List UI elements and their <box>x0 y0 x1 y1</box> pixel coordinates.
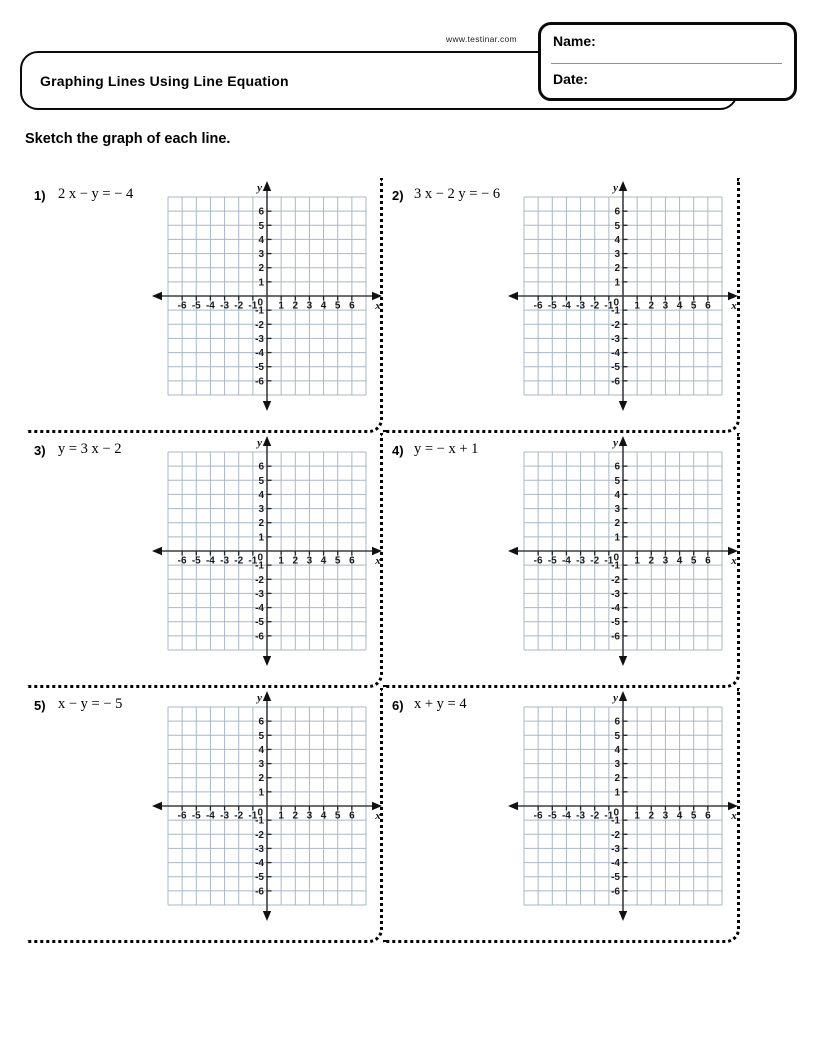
coordinate-grid <box>152 691 382 921</box>
graph-area <box>508 691 738 921</box>
svg-text:-6: -6 <box>255 376 264 388</box>
svg-text:3: 3 <box>662 300 669 312</box>
svg-text:6: 6 <box>614 716 620 728</box>
svg-text:-5: -5 <box>255 872 264 884</box>
svg-text:-5: -5 <box>547 810 557 822</box>
y-axis-label: y <box>257 437 262 449</box>
svg-text:5: 5 <box>258 475 264 487</box>
svg-text:-2: -2 <box>234 555 244 567</box>
problem-equation: x − y = − 5 <box>58 696 123 712</box>
x-axis-label: x <box>731 300 737 312</box>
y-axis-down-arrow-icon <box>263 911 271 921</box>
problem-cell <box>27 433 383 688</box>
origin-label: 0 <box>257 297 263 309</box>
svg-text:-3: -3 <box>255 588 264 600</box>
svg-text:-1: -1 <box>248 555 258 567</box>
svg-text:-4: -4 <box>611 603 620 615</box>
origin-label: 0 <box>257 552 263 564</box>
svg-text:-2: -2 <box>611 319 620 331</box>
svg-text:-6: -6 <box>255 886 264 898</box>
y-axis-up-arrow-icon <box>619 181 627 191</box>
svg-text:1: 1 <box>278 555 284 567</box>
svg-text:1: 1 <box>634 810 640 822</box>
problem-number: 3) <box>34 443 46 458</box>
svg-text:3: 3 <box>614 759 620 771</box>
svg-text:-3: -3 <box>576 555 586 567</box>
svg-text:6: 6 <box>705 555 711 567</box>
svg-text:-1: -1 <box>604 300 614 312</box>
svg-text:4: 4 <box>258 489 264 501</box>
y-axis-label: y <box>613 437 618 449</box>
axes <box>155 694 379 918</box>
x-axis-label: x <box>375 810 381 822</box>
origin-label: 0 <box>613 807 619 819</box>
svg-text:-1: -1 <box>248 300 258 312</box>
name-date-box <box>538 22 797 101</box>
website-url: www.testinar.com <box>446 34 517 44</box>
svg-text:-1: -1 <box>255 815 264 827</box>
svg-text:-3: -3 <box>611 588 620 600</box>
svg-text:2: 2 <box>292 555 299 567</box>
svg-text:-6: -6 <box>533 555 543 567</box>
svg-text:2: 2 <box>292 300 299 312</box>
y-axis-label: y <box>613 182 618 194</box>
svg-text:-2: -2 <box>255 319 264 331</box>
svg-text:-5: -5 <box>611 362 620 374</box>
svg-text:-3: -3 <box>576 300 586 312</box>
svg-text:1: 1 <box>614 277 620 289</box>
x-axis-label: x <box>375 300 381 312</box>
svg-text:-4: -4 <box>255 603 264 615</box>
svg-text:3: 3 <box>662 555 669 567</box>
svg-text:1: 1 <box>258 532 264 544</box>
graph-area <box>152 691 382 921</box>
svg-text:2: 2 <box>614 773 620 785</box>
x-axis-label: x <box>731 555 737 567</box>
origin-label: 0 <box>613 297 619 309</box>
y-axis-up-arrow-icon <box>619 436 627 446</box>
y-axis-up-arrow-icon <box>263 436 271 446</box>
x-axis-right-arrow-icon <box>372 802 382 810</box>
svg-text:-4: -4 <box>205 810 215 822</box>
svg-text:-1: -1 <box>255 305 264 317</box>
graph-area <box>152 436 382 666</box>
y-axis-label: y <box>613 692 618 704</box>
svg-text:-2: -2 <box>590 555 600 567</box>
problem-equation: 3 x − 2 y = − 6 <box>414 186 501 202</box>
coordinate-grid <box>508 436 738 666</box>
y-axis-label: y <box>257 692 262 704</box>
coordinate-grid <box>152 181 382 411</box>
svg-text:4: 4 <box>320 300 327 312</box>
svg-text:3: 3 <box>306 555 313 567</box>
problem-equation: x + y = 4 <box>414 696 467 712</box>
svg-text:5: 5 <box>690 810 697 822</box>
problem-equation: 2 x − y = − 4 <box>58 186 134 202</box>
svg-text:-1: -1 <box>604 555 614 567</box>
svg-text:2: 2 <box>292 810 299 822</box>
problem-sheet <box>27 178 740 943</box>
x-axis-left-arrow-icon <box>152 292 162 300</box>
svg-text:6: 6 <box>258 716 264 728</box>
svg-text:-3: -3 <box>220 555 230 567</box>
svg-text:-6: -6 <box>533 300 543 312</box>
svg-text:-5: -5 <box>611 872 620 884</box>
svg-text:-3: -3 <box>576 810 586 822</box>
svg-text:3: 3 <box>614 504 620 516</box>
svg-text:4: 4 <box>676 300 683 312</box>
svg-text:2: 2 <box>258 263 264 275</box>
svg-text:-4: -4 <box>205 300 215 312</box>
svg-text:-2: -2 <box>590 810 600 822</box>
svg-text:-5: -5 <box>547 300 557 312</box>
svg-text:3: 3 <box>306 300 313 312</box>
svg-text:2: 2 <box>648 810 655 822</box>
page-title: Graphing Lines Using Line Equation <box>40 72 289 89</box>
svg-text:-4: -4 <box>205 555 215 567</box>
svg-text:3: 3 <box>306 810 313 822</box>
problem-cell <box>383 688 740 943</box>
svg-text:-6: -6 <box>611 886 620 898</box>
svg-text:-1: -1 <box>255 560 264 572</box>
y-axis-down-arrow-icon <box>619 401 627 411</box>
axes <box>155 184 379 408</box>
svg-text:-6: -6 <box>177 555 187 567</box>
x-axis-left-arrow-icon <box>152 547 162 555</box>
svg-text:-1: -1 <box>604 810 614 822</box>
svg-text:-3: -3 <box>611 333 620 345</box>
problem-cell <box>27 688 383 943</box>
origin-label: 0 <box>257 807 263 819</box>
svg-text:-3: -3 <box>611 843 620 855</box>
svg-text:1: 1 <box>258 787 264 799</box>
svg-text:3: 3 <box>614 249 620 261</box>
svg-text:1: 1 <box>614 532 620 544</box>
y-axis-label: y <box>257 182 262 194</box>
svg-text:6: 6 <box>258 206 264 218</box>
svg-text:-6: -6 <box>611 631 620 643</box>
date-label: Date: <box>553 71 589 87</box>
instruction-text: Sketch the graph of each line. <box>25 131 231 147</box>
svg-text:1: 1 <box>614 787 620 799</box>
svg-text:5: 5 <box>258 220 264 232</box>
svg-text:2: 2 <box>258 518 264 530</box>
svg-text:5: 5 <box>690 555 697 567</box>
svg-text:-4: -4 <box>611 348 620 360</box>
svg-text:-1: -1 <box>611 815 620 827</box>
origin-label: 0 <box>613 552 619 564</box>
svg-text:6: 6 <box>614 206 620 218</box>
svg-text:-5: -5 <box>255 617 264 629</box>
x-axis-left-arrow-icon <box>508 802 518 810</box>
svg-text:5: 5 <box>690 300 697 312</box>
svg-text:-4: -4 <box>561 810 571 822</box>
svg-text:-3: -3 <box>255 333 264 345</box>
svg-text:-5: -5 <box>191 300 201 312</box>
graph-area <box>508 181 738 411</box>
x-axis-left-arrow-icon <box>152 802 162 810</box>
problem-equation: y = − x + 1 <box>414 441 479 457</box>
svg-text:-6: -6 <box>611 376 620 388</box>
svg-text:-4: -4 <box>561 555 571 567</box>
x-axis-right-arrow-icon <box>372 292 382 300</box>
svg-text:4: 4 <box>614 489 620 501</box>
x-axis-right-arrow-icon <box>728 547 738 555</box>
y-axis-up-arrow-icon <box>619 691 627 701</box>
x-axis-right-arrow-icon <box>728 292 738 300</box>
svg-text:-3: -3 <box>255 843 264 855</box>
svg-text:-2: -2 <box>255 829 264 841</box>
svg-text:5: 5 <box>614 220 620 232</box>
svg-text:-5: -5 <box>611 617 620 629</box>
svg-text:1: 1 <box>634 300 640 312</box>
svg-text:-2: -2 <box>611 574 620 586</box>
svg-text:1: 1 <box>634 555 640 567</box>
svg-text:6: 6 <box>705 810 711 822</box>
svg-text:5: 5 <box>334 810 341 822</box>
svg-text:2: 2 <box>648 555 655 567</box>
svg-text:-3: -3 <box>220 300 230 312</box>
axes <box>511 184 735 408</box>
problem-number: 4) <box>392 443 404 458</box>
axes <box>155 439 379 663</box>
svg-text:-2: -2 <box>234 810 244 822</box>
svg-text:4: 4 <box>676 555 683 567</box>
y-axis-down-arrow-icon <box>619 656 627 666</box>
svg-text:-6: -6 <box>177 300 187 312</box>
svg-text:5: 5 <box>614 475 620 487</box>
problem-cell <box>27 178 383 433</box>
svg-text:6: 6 <box>705 300 711 312</box>
svg-text:-2: -2 <box>590 300 600 312</box>
svg-text:5: 5 <box>334 300 341 312</box>
svg-text:-1: -1 <box>611 560 620 572</box>
svg-text:5: 5 <box>614 730 620 742</box>
svg-text:2: 2 <box>614 263 620 275</box>
svg-text:6: 6 <box>349 810 355 822</box>
svg-text:3: 3 <box>662 810 669 822</box>
svg-text:1: 1 <box>258 277 264 289</box>
svg-text:-5: -5 <box>547 555 557 567</box>
problem-number: 1) <box>34 188 46 203</box>
svg-text:-5: -5 <box>191 810 201 822</box>
svg-text:4: 4 <box>320 810 327 822</box>
svg-text:-1: -1 <box>248 810 258 822</box>
problem-number: 5) <box>34 698 46 713</box>
x-axis-label: x <box>731 810 737 822</box>
x-axis-left-arrow-icon <box>508 292 518 300</box>
problem-equation: y = 3 x − 2 <box>58 441 122 457</box>
svg-text:3: 3 <box>258 249 264 261</box>
svg-text:-3: -3 <box>220 810 230 822</box>
axes <box>511 439 735 663</box>
svg-text:-1: -1 <box>611 305 620 317</box>
svg-text:-4: -4 <box>255 348 264 360</box>
coordinate-grid <box>508 691 738 921</box>
svg-text:-6: -6 <box>177 810 187 822</box>
problem-number: 2) <box>392 188 404 203</box>
x-axis-right-arrow-icon <box>728 802 738 810</box>
graph-area <box>152 181 382 411</box>
problem-number: 6) <box>392 698 404 713</box>
svg-text:4: 4 <box>320 555 327 567</box>
coordinate-grid <box>152 436 382 666</box>
svg-text:3: 3 <box>258 504 264 516</box>
svg-text:-2: -2 <box>611 829 620 841</box>
graph-area <box>508 436 738 666</box>
svg-text:1: 1 <box>278 300 284 312</box>
x-axis-label: x <box>375 555 381 567</box>
svg-text:4: 4 <box>258 234 264 246</box>
svg-text:-2: -2 <box>234 300 244 312</box>
y-axis-down-arrow-icon <box>263 401 271 411</box>
svg-text:6: 6 <box>349 300 355 312</box>
name-label: Name: <box>553 33 596 49</box>
coordinate-grid <box>508 181 738 411</box>
svg-text:-5: -5 <box>191 555 201 567</box>
problem-cell <box>383 178 740 433</box>
svg-text:2: 2 <box>614 518 620 530</box>
svg-text:4: 4 <box>258 744 264 756</box>
axes <box>511 694 735 918</box>
y-axis-up-arrow-icon <box>263 181 271 191</box>
x-axis-left-arrow-icon <box>508 547 518 555</box>
svg-text:-5: -5 <box>255 362 264 374</box>
svg-text:2: 2 <box>648 300 655 312</box>
svg-text:-4: -4 <box>561 300 571 312</box>
svg-text:-4: -4 <box>611 858 620 870</box>
svg-text:5: 5 <box>334 555 341 567</box>
svg-text:-4: -4 <box>255 858 264 870</box>
svg-text:-2: -2 <box>255 574 264 586</box>
svg-text:2: 2 <box>258 773 264 785</box>
x-axis-right-arrow-icon <box>372 547 382 555</box>
svg-text:4: 4 <box>614 234 620 246</box>
svg-text:6: 6 <box>614 461 620 473</box>
y-axis-down-arrow-icon <box>619 911 627 921</box>
y-axis-down-arrow-icon <box>263 656 271 666</box>
svg-text:6: 6 <box>349 555 355 567</box>
problem-cell <box>383 433 740 688</box>
svg-text:3: 3 <box>258 759 264 771</box>
svg-text:4: 4 <box>676 810 683 822</box>
svg-text:4: 4 <box>614 744 620 756</box>
svg-text:-6: -6 <box>533 810 543 822</box>
svg-text:1: 1 <box>278 810 284 822</box>
svg-text:5: 5 <box>258 730 264 742</box>
svg-text:6: 6 <box>258 461 264 473</box>
name-write-line <box>551 63 782 64</box>
svg-text:-6: -6 <box>255 631 264 643</box>
y-axis-up-arrow-icon <box>263 691 271 701</box>
